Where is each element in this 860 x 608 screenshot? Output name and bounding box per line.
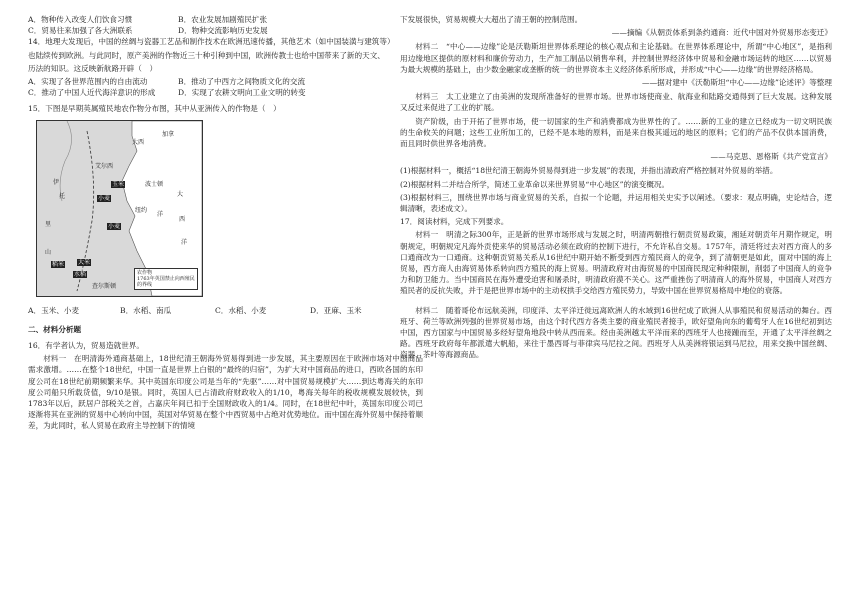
map-label-6: 纽约 (135, 206, 148, 214)
map-tag-0: 玉米 (112, 180, 125, 188)
section-title: 二、材料分析题 (28, 324, 82, 334)
crop-distribution-map (36, 120, 203, 297)
map-label-0: 艾尔西 (95, 162, 114, 170)
legend-crops: 农作物 (137, 269, 153, 276)
map-label-1: 伊 (53, 178, 60, 186)
q16-material-2 (400, 41, 832, 75)
map-label-2: 托 (59, 192, 66, 200)
q14-option-c[interactable]: C．推动了中国人近代海洋意识的形成 (28, 88, 156, 98)
material-3-text: 太工业建立了由美洲的发现所准备好的世界市场。世界市场使商业、航海业和陆路交通得到了巨大发展。这种发展又反过来促进了工业的扩展。 (400, 92, 833, 113)
q15-option-b[interactable]: B．水稻、南瓜 (120, 305, 172, 315)
map-label-10: 洋 (181, 238, 188, 246)
q13-options-row-1 (28, 14, 423, 25)
q16-sub-3: (3)根据材料三，围绕世界市场与商业贸易的关系，自拟一个论题，并运用相关史实予以阐述。（要求：观点明确，史论结合，逻辑清晰，表述成文）。 (400, 192, 832, 214)
q17-material-2-text: 随着哥伦布远航美洲，印度洋、太平洋迁徙远离欧洲人的水域到16世纪成了欧洲人从事殖民和贸易活动的舞台。西班牙、荷兰等欧洲列强的世界贸易市场，由这个时代西方各类主要的商业殖民者接手，欧好望角向东的葡萄牙人在16世纪初到达中国，西方国家与中国贸易多经好望角地段中转从西而来。经由美洲越太平洋而来的西班牙人也接踵而至，开通了太平洋丝绸之路。西班牙政府每年都派遣大帆船，来往于墨西哥与菲律宾马尼拉之间。西班牙人从美洲将银运到马尼拉，用来交换中国丝绸、瓷器、茶叶等海源商品。 (400, 305, 832, 360)
map-tag-1: 小麦 (108, 222, 121, 230)
q13-option-c[interactable]: C．贸易往来加强了各大洲联系 (28, 26, 133, 36)
q16-sub-2: (2)根据材料二并结合所学，简述工业革命以来世界贸易“中心地区”的演变概况。 (400, 179, 670, 189)
legend-boundary: 1763年英国禁止向西殖民的界线 (137, 275, 195, 288)
material-3-text-2: 资产阶级，由于开拓了世界市场，使一切国家的生产和消费都成为世界性的了。……新的工业的建立已经成为一切文明民族的生命攸关的问题；这些工业所加工的，已经不是本地的原料，而是来自极其遥远的地区的原料；它们的产品不仅供本国消费，而且同时供世界各地消费。 (400, 116, 832, 149)
q15-options-row (28, 305, 423, 316)
q14-options-row-1 (28, 76, 423, 87)
q15-text: 15．下图是早期英属殖民地农作物分布图，其中从亚洲传入的作物是（ ） (28, 104, 281, 114)
q14-text-1: 14．地理大发现后，中国的丝绸与瓷器工艺品和制作技术在欧洲迅速传播，其他艺术（如中国装潢与建筑等） (28, 37, 395, 47)
q15-option-a[interactable]: A．玉米、小麦 (28, 305, 80, 315)
map-tag-3: 大米 (78, 258, 91, 266)
map-label-12: 山 (45, 248, 52, 256)
q17-intro: 17．阅读材料，完成下列要求。 (400, 217, 509, 227)
q14-text-2: 也陆续传到欧洲。与此同时，原产美洲的作物近三十种引种到中国，欧洲传教士也给中国带来了新的天文、 (28, 50, 385, 60)
map-label-14: 水稻 (74, 270, 87, 278)
q13-option-a[interactable]: A．物种传入改变人们饮食习惯 (28, 15, 133, 24)
q16-intro: 16．有学者认为，贸易造就世界。 (28, 341, 144, 351)
q16-sub-1: (1)根据材料一，概括“18世纪清王朝海外贸易得到进一步发展”的表现，并指出清政府严格控制对外贸易的举措。 (400, 166, 778, 176)
left-column (28, 14, 423, 434)
map-label-3: 大西 (132, 138, 145, 146)
material-2-text: “中心——边缘”论是沃勒斯坦世界体系理论的核心观点和主论基础。在世界体系理论中，所谓“中心地区”，是指利用边缘地区提供的原材料和廉价劳动力，生产加工制品以销售牟利，并控制世界经济体中贸易和金融市场运转的地区……以贸易为最大规模的基础上，由少数金融家或垄断的统一的世界资本主义经济体系所形成，并形成“中心——边缘”的世界经济格局。 (400, 42, 833, 74)
right-column (400, 14, 832, 363)
q14-option-a[interactable]: A．实现了各世界范围内的自由流动 (28, 77, 148, 87)
material-1-label: 材料一 (43, 354, 67, 364)
q17-material-1-label: 材料一 (415, 230, 439, 240)
map-tag-2: 稻米 (52, 260, 65, 268)
q14-options-row-2 (28, 87, 423, 98)
q14-option-b[interactable]: B．推动了中西方之间物质文化的交流 (178, 77, 306, 87)
q14-text-3: 历法的知识。这反映新航路开辟（ ） (28, 63, 158, 73)
map-legend (134, 268, 198, 290)
right-top-line: 下发展很快，贸易规模大大超出了清王朝的控制范围。 (400, 15, 583, 24)
q15-option-c[interactable]: C．水稻、小麦 (215, 305, 267, 315)
map-label-9: 西 (179, 215, 186, 223)
source-3: ——马克思、恩格斯《共产党宣言》 (710, 152, 832, 162)
map-label-15: 查尔斯顿 (92, 282, 117, 290)
q13-options-row-2 (28, 25, 423, 36)
material-2-label: 材料二 (415, 42, 439, 52)
q17-material-1-text: 明清之际300年，正是新的世界市场形成与发展之时，明清两朝推行朝贡贸易政策，湘延对朝贡年月期作规定，明朝规定，明朝规定凡海外贡使来华的贸易活动必须在政府的控制下进行，不允许私自交易。1757年，清廷将过去对西方商人的多口通商改为一口通商。这种朝贡贸易关系从16世纪中期开始不断受到西方殖民商人的竞争，到了清朝更是如此，面对中国的海上贸易，西方商人由海贸易体系转向西方殖民的海上贸易。明清政府对由海贸易的中国商民现定种种限制，削弱了中国商人的竞争力和防卫能力。当中国商民在海外遭受迫害和屠杀时，明清政府漠不关心。这严重挫伤了明清商人的海外贸易，中国商人对西方殖民者的反抗失败，并于是把世界市场中的主动权拱手交给西方殖民势力，导致中国在世界贸易格局中地位的衰落。 (400, 230, 833, 296)
q17-material-2 (400, 305, 832, 361)
q15-option-d[interactable]: D．亚麻、玉米 (310, 305, 362, 315)
q13-option-b[interactable]: B．农业发展加剧殖民扩张 (178, 15, 268, 24)
q17-material-1 (400, 229, 832, 296)
q13-option-d[interactable]: D．物种交流影响历史发展 (178, 26, 268, 36)
q16-material-3 (400, 91, 832, 113)
map-label-11: 里 (45, 220, 52, 228)
source-1: ——摘编《从朝贡体系到条约通商：近代中国对外贸易形态变迁》 (611, 28, 832, 38)
map-label-4: 加拿 (162, 130, 175, 138)
map-label-7: 洋 (157, 210, 164, 218)
map-label-8: 大 (177, 190, 184, 198)
q16-material-1 (28, 353, 423, 431)
q14-option-d[interactable]: D．实现了农耕文明向工业文明的转变 (178, 88, 306, 98)
material-1-text: 在明清海外通商基础上，18世纪清王朝海外贸易得到进一步发展，其主要原因在于欧洲市场对中国商品需求激增。……在整个18世纪，中国一直是世界上白银的“最终的归宿”，为扩大对中国商品的进口，西欧各国的东印度公司在18世纪前期频繁来华。其中英国东印度公司是当年的“先驱”……对中国贸易规模扩大……到达粤海关的东印度公司船只所载货值，9/10是银。同时，英国人已占清政府财政收入的1/10，粤海关每年的税收规模发展较快，到1783年以后，跃居户部税关之首，占嘉庆年间已扣于全国财政收入的1/4。同时，在18世纪中叶，英国东印度公司已逐渐将其在亚洲的贸易中心转向中国，英国对华贸易在整个中西贸易中占绝对优势地位。而中国在海外贸易中保持着顺差，为此同时，私人贸易在政府主导控制下的情境 (28, 354, 423, 431)
q17-material-2-label: 材料二 (415, 305, 439, 315)
material-3-label: 材料三 (415, 92, 439, 102)
map-label-5: 波士顿 (145, 180, 164, 188)
map-label-13: 小麦 (98, 194, 111, 202)
source-2: ——据对建中《沃勒斯坦“中心——边缘”论述评》等整理 (641, 78, 832, 88)
